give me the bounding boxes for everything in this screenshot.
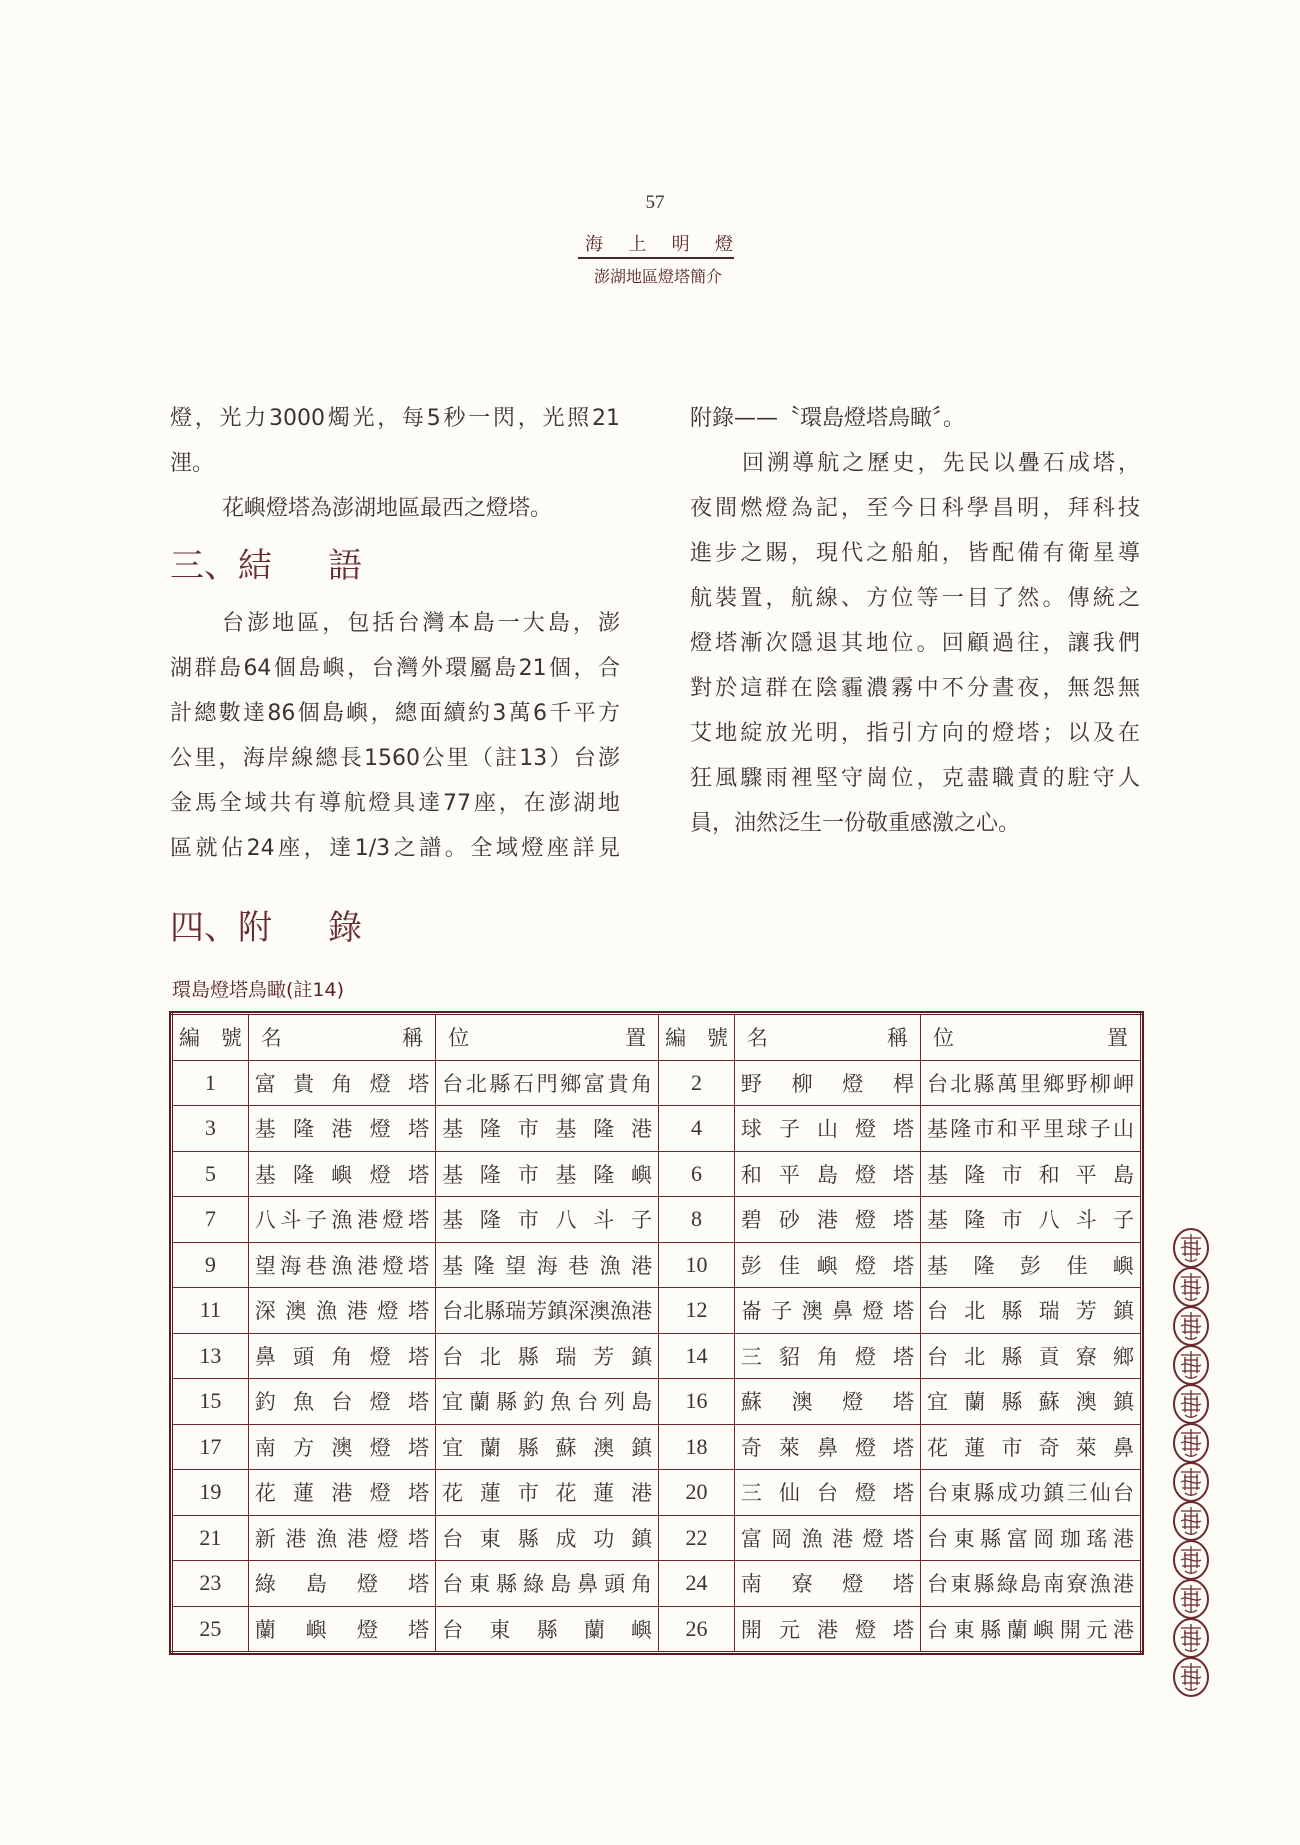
seal-stamp-icon <box>1172 1462 1210 1502</box>
cell-name: 南寮燈塔 <box>734 1561 920 1607</box>
cell-location: 基隆市基隆港 <box>436 1106 659 1152</box>
cell-name: 崙子澳鼻燈塔 <box>734 1288 920 1334</box>
heading-rest: 錄 <box>328 908 362 948</box>
cell-name: 花蓮港燈塔 <box>248 1470 435 1516</box>
cell-location: 基隆望海巷漁港 <box>436 1242 659 1288</box>
cell-location: 台東縣蘭嶼開元港 <box>921 1606 1142 1653</box>
seal-stamp-icon <box>1172 1579 1210 1619</box>
cell-location: 基隆市八斗子 <box>436 1197 659 1243</box>
table-row <box>172 1470 1142 1516</box>
cell-name: 蘇澳燈塔 <box>734 1379 920 1425</box>
section-heading-appendix <box>170 893 362 963</box>
cell-location: 宜蘭縣蘇澳鎮 <box>436 1424 659 1470</box>
cell-number: 11 <box>172 1288 249 1334</box>
cell-number: 24 <box>659 1561 735 1607</box>
cell-location: 台北縣瑞芳鎮深澳漁港 <box>436 1288 659 1334</box>
seal-stamp-icon <box>1172 1306 1210 1346</box>
left-column <box>170 396 620 871</box>
cell-number: 2 <box>659 1060 735 1106</box>
cell-name: 深澳漁港燈塔 <box>248 1288 435 1334</box>
lighthouse-table <box>170 1012 1143 1654</box>
text-line: 湖群島64個島嶼，台灣外環屬島21個，合 <box>170 656 620 681</box>
seal-stamp-icon <box>1172 1501 1210 1541</box>
cell-location: 台東縣蘭嶼 <box>436 1606 659 1653</box>
table-row <box>172 1242 1142 1288</box>
table-row <box>172 1561 1142 1607</box>
header-location: 位置 <box>436 1014 659 1061</box>
cell-number: 5 <box>172 1151 249 1197</box>
table-row <box>172 1379 1142 1425</box>
cell-number: 13 <box>172 1333 249 1379</box>
cell-location: 台東縣富岡珈瑤港 <box>921 1515 1142 1561</box>
text-line: 台澎地區，包括台灣本島一大島，澎 <box>222 611 620 636</box>
cell-location: 花蓮市奇萊鼻 <box>921 1424 1142 1470</box>
text-line: 金馬全域共有導航燈具達77座，在澎湖地 <box>170 791 620 816</box>
cell-number: 16 <box>659 1379 735 1425</box>
cell-name: 碧砂港燈塔 <box>734 1197 920 1243</box>
cell-number: 1 <box>172 1060 249 1106</box>
text-line: 航裝置，航線、方位等一目了然。傳統之 <box>690 586 1140 611</box>
cell-number: 8 <box>659 1197 735 1243</box>
cell-location: 基隆彭佳嶼 <box>921 1242 1142 1288</box>
cell-location: 基隆市八斗子 <box>921 1197 1142 1243</box>
text-line: 對於這群在陰霾濃霧中不分晝夜，無怨無 <box>690 676 1140 701</box>
cell-name: 富貴角燈塔 <box>248 1060 435 1106</box>
cell-name: 鼻頭角燈塔 <box>248 1333 435 1379</box>
cell-name: 八斗子漁港燈塔 <box>248 1197 435 1243</box>
cell-location: 台北縣石門鄉富貴角 <box>436 1060 659 1106</box>
heading-rest: 語 <box>328 546 362 586</box>
cell-number: 10 <box>659 1242 735 1288</box>
cell-number: 17 <box>172 1424 249 1470</box>
cell-number: 22 <box>659 1515 735 1561</box>
table-row <box>172 1288 1142 1334</box>
cell-location: 宜蘭縣蘇澳鎮 <box>921 1379 1142 1425</box>
text-line: 艾地綻放光明，指引方向的燈塔；以及在 <box>690 721 1140 746</box>
text-line: 夜間燃燈為記，至今日科學昌明，拜科技 <box>690 496 1140 521</box>
cell-number: 18 <box>659 1424 735 1470</box>
seal-stamp-icon <box>1172 1540 1210 1580</box>
cell-name: 新港漁港燈塔 <box>248 1515 435 1561</box>
running-header-title: 海上明燈 <box>585 234 735 255</box>
cell-number: 21 <box>172 1515 249 1561</box>
cell-name: 和平島燈塔 <box>734 1151 920 1197</box>
seal-stamp-icon <box>1172 1423 1210 1463</box>
table-row <box>172 1106 1142 1152</box>
running-header-subtitle: 澎湖地區燈塔簡介 <box>593 267 722 286</box>
table-row <box>172 1515 1142 1561</box>
seal-stamp-icon <box>1172 1345 1210 1385</box>
seal-stamp-icon <box>1172 1657 1210 1697</box>
table-caption: 環島燈塔鳥瞰(註14) <box>172 979 345 1001</box>
cell-location: 基隆市和平島 <box>921 1151 1142 1197</box>
cell-location: 台東縣綠島南寮漁港 <box>921 1561 1142 1607</box>
seal-stamp-icon <box>1172 1267 1210 1307</box>
text-line: 進步之賜，現代之船舶，皆配備有衛星導 <box>690 541 1140 566</box>
heading-number: 四、附 <box>170 908 272 948</box>
seal-stamp-icon <box>1172 1228 1210 1268</box>
seal-stamp-icon <box>1172 1618 1210 1658</box>
table-row <box>172 1333 1142 1379</box>
cell-name: 彭佳嶼燈塔 <box>734 1242 920 1288</box>
table-header-row <box>172 1014 1142 1061</box>
text-line: 浬。 <box>170 451 215 476</box>
cell-name: 基隆港燈塔 <box>248 1106 435 1152</box>
cell-number: 3 <box>172 1106 249 1152</box>
table-row <box>172 1197 1142 1243</box>
cell-number: 26 <box>659 1606 735 1653</box>
cell-location: 台北縣貢寮鄉 <box>921 1333 1142 1379</box>
cell-name: 釣魚台燈塔 <box>248 1379 435 1425</box>
cell-name: 開元港燈塔 <box>734 1606 920 1653</box>
table-row <box>172 1424 1142 1470</box>
cell-location: 基隆市基隆嶼 <box>436 1151 659 1197</box>
text-line: 公里，海岸線總長1560公里（註13）台澎 <box>170 746 620 771</box>
cell-number: 19 <box>172 1470 249 1516</box>
text-line: 回溯導航之歷史，先民以疊石成塔， <box>742 451 1140 476</box>
cell-number: 12 <box>659 1288 735 1334</box>
page-number: 57 <box>645 192 665 213</box>
cell-name: 球子山燈塔 <box>734 1106 920 1152</box>
header-divider <box>578 257 734 259</box>
cell-location: 花蓮市花蓮港 <box>436 1470 659 1516</box>
text-line: 燈，光力3000燭光，每5秒一閃，光照21 <box>170 406 620 431</box>
cell-location: 台北縣瑞芳鎮 <box>436 1333 659 1379</box>
cell-number: 4 <box>659 1106 735 1152</box>
heading-number: 三、結 <box>170 546 272 586</box>
cell-location: 基隆市和平里球子山 <box>921 1106 1142 1152</box>
text-line: 員，油然泛生一份敬重感激之心。 <box>690 811 1021 836</box>
text-line: 附錄——〝環島燈塔鳥瞰〞。 <box>690 406 966 431</box>
cell-number: 25 <box>172 1606 249 1653</box>
text-line: 計總數達86個島嶼，總面續約3萬6千平方 <box>170 701 620 726</box>
cell-name: 望海巷漁港燈塔 <box>248 1242 435 1288</box>
cell-name: 富岡漁港燈塔 <box>734 1515 920 1561</box>
table-row <box>172 1060 1142 1106</box>
cell-location: 台東縣綠島鼻頭角 <box>436 1561 659 1607</box>
header-location: 位置 <box>921 1014 1142 1061</box>
cell-number: 23 <box>172 1561 249 1607</box>
cell-name: 奇萊鼻燈塔 <box>734 1424 920 1470</box>
table-row <box>172 1606 1142 1653</box>
cell-location: 台北縣萬里鄉野柳岬 <box>921 1060 1142 1106</box>
text-line: 花嶼燈塔為澎湖地區最西之燈塔。 <box>222 496 553 521</box>
header-name: 名稱 <box>248 1014 435 1061</box>
cell-location: 台東縣成功鎮三仙台 <box>921 1470 1142 1516</box>
cell-name: 基隆嶼燈塔 <box>248 1151 435 1197</box>
cell-name: 蘭嶼燈塔 <box>248 1606 435 1653</box>
cell-name: 綠島燈塔 <box>248 1561 435 1607</box>
cell-number: 20 <box>659 1470 735 1516</box>
seal-stamp-icon <box>1172 1384 1210 1424</box>
cell-number: 6 <box>659 1151 735 1197</box>
right-column <box>690 396 1140 846</box>
header-number: 編號 <box>172 1014 249 1061</box>
cell-name: 野柳燈桿 <box>734 1060 920 1106</box>
cell-number: 15 <box>172 1379 249 1425</box>
cell-name: 三仙台燈塔 <box>734 1470 920 1516</box>
cell-name: 三貂角燈塔 <box>734 1333 920 1379</box>
cell-name: 南方澳燈塔 <box>248 1424 435 1470</box>
cell-location: 宜蘭縣釣魚台列島 <box>436 1379 659 1425</box>
cell-location: 台東縣成功鎮 <box>436 1515 659 1561</box>
cell-number: 7 <box>172 1197 249 1243</box>
text-line: 狂風驟雨裡堅守崗位，克盡職責的駐守人 <box>690 766 1140 791</box>
cell-number: 9 <box>172 1242 249 1288</box>
table-row <box>172 1151 1142 1197</box>
header-name: 名稱 <box>734 1014 920 1061</box>
text-line: 區就佔24座，達1/3之譜。全域燈座詳見 <box>170 836 620 861</box>
cell-number: 14 <box>659 1333 735 1379</box>
text-line: 燈塔漸次隱退其地位。回顧過往，讓我們 <box>690 631 1140 656</box>
section-heading-conclusion <box>170 531 620 601</box>
header-number: 編號 <box>659 1014 735 1061</box>
seal-border-decoration <box>1172 1228 1214 1696</box>
cell-location: 台北縣瑞芳鎮 <box>921 1288 1142 1334</box>
